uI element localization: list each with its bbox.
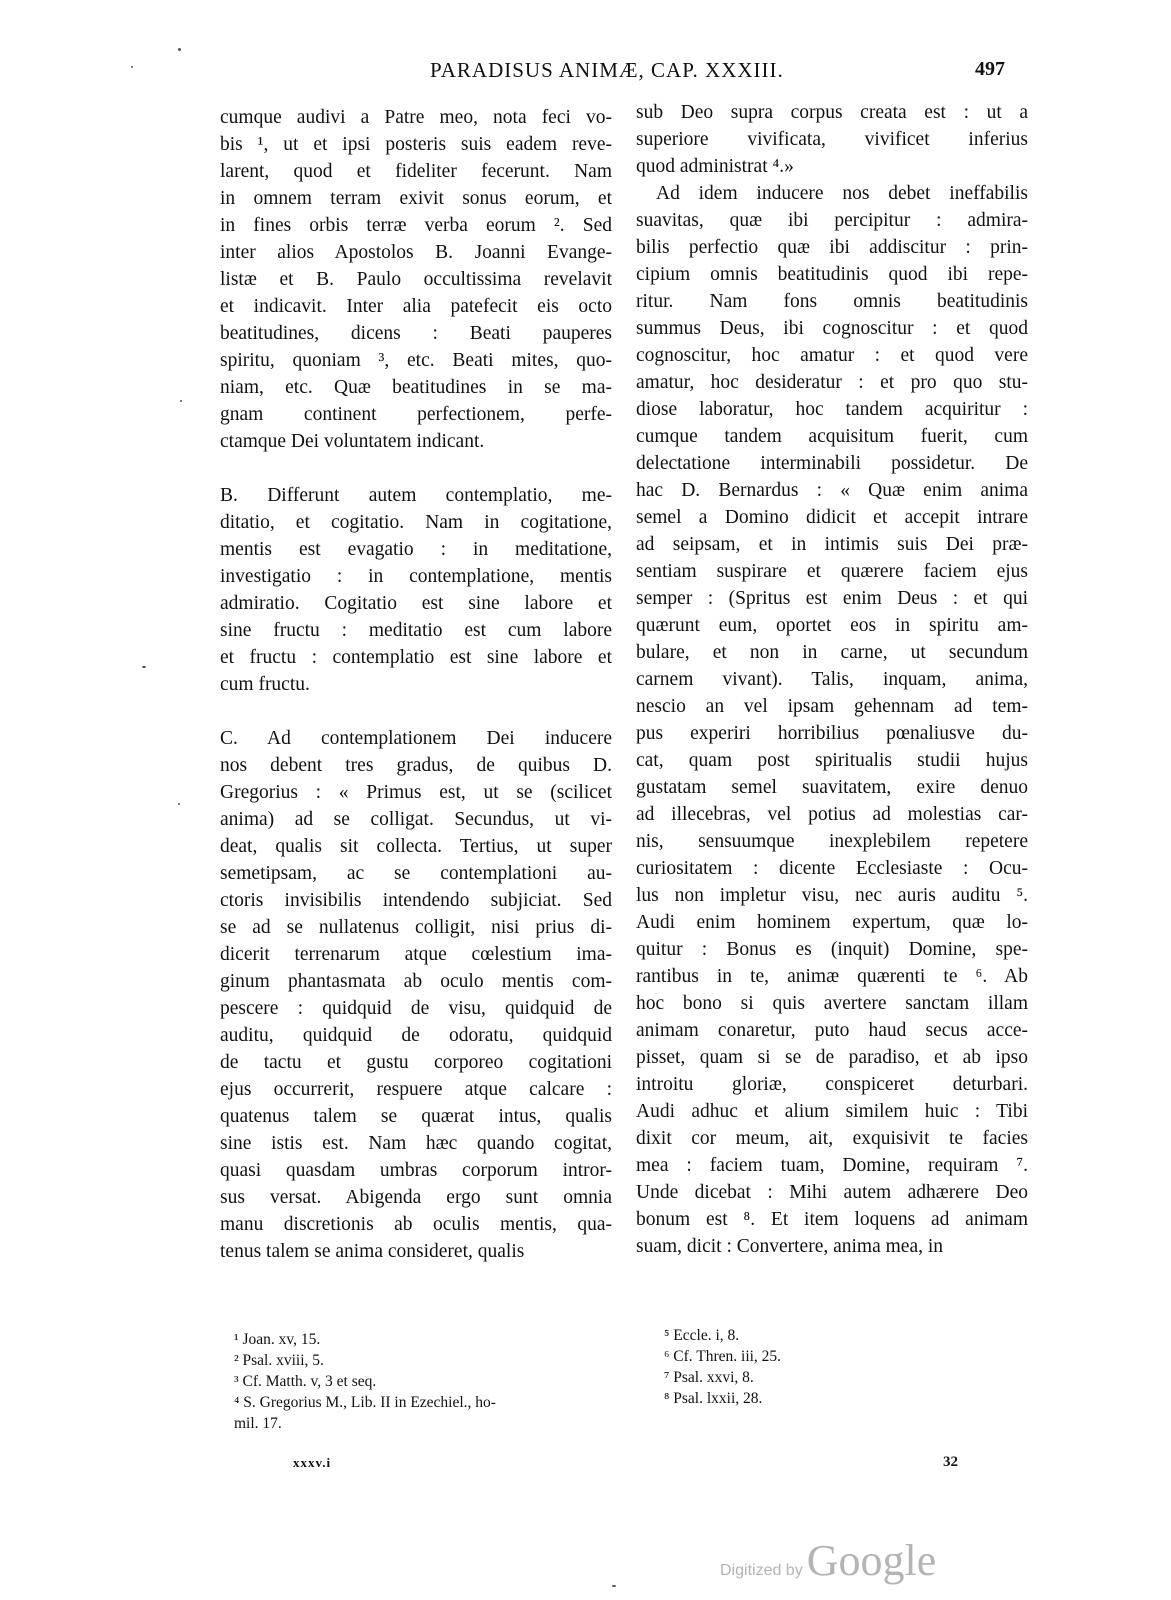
text-line: curiositatem : dicente Ecclesiaste : Ocu- — [636, 858, 1028, 879]
text-line: gnam continent perfectionem, perfe- — [220, 404, 612, 425]
text-line: cumque audivi a Patre meo, nota feci vo- — [220, 107, 612, 128]
text-line: inter alios Apostolos B. Joanni Evange- — [220, 242, 612, 263]
right-paragraph-2 — [636, 180, 1028, 1260]
signature-mark: xxxv.i — [293, 1455, 332, 1470]
text-line: anima) ad se colligat. Secundus, ut vi- — [220, 809, 612, 830]
paper-speck — [131, 66, 133, 68]
text-line: quatenus talem se quærat intus, qualis — [220, 1106, 612, 1127]
text-line: cipium omnis beatitudinis quod ibi repe- — [636, 264, 1028, 285]
text-line: ginum phantasmata ab oculo mentis com- — [220, 971, 612, 992]
text-line: ad illecebras, vel potius ad molestias car- — [636, 804, 1028, 825]
text-line: B. Differunt autem contemplatio, me- — [220, 485, 612, 506]
text-line: bonum est ⁸. Et item loquens ad animam — [636, 1209, 1028, 1230]
text-line: gustatam semel suavitatem, exire denuo — [636, 777, 1028, 798]
text-line: summus Deus, ibi cognoscitur : et quod — [636, 318, 1028, 339]
text-line: nescio an vel ipsam gehennam ad tem- — [636, 696, 1028, 717]
text-line: ditatio, et cogitatio. Nam in cogitatione, — [220, 512, 612, 533]
text-line: mentis est evagatio : in meditatione, — [220, 539, 612, 560]
text-line: Unde dicebat : Mihi autem adhærere Deo — [636, 1182, 1028, 1203]
text-line: listæ et B. Paulo occultissima revelavit — [220, 269, 612, 290]
text-line: bulare, et non in carne, ut secundum — [636, 642, 1028, 663]
text-line: in omnem terram exivit sonus eorum, et — [220, 188, 612, 209]
text-line: sine fructu : meditatio est cum labore — [220, 620, 612, 641]
text-line: auditu, quidquid de odoratu, quidquid — [220, 1025, 612, 1046]
text-line: cat, quam post spiritualis studii hujus — [636, 750, 1028, 771]
text-line: diose laboratur, hoc tandem acquiritur : — [636, 399, 1028, 420]
text-line: quasi quasdam umbras corporum intror- — [220, 1160, 612, 1181]
text-line: amatur, hoc desideratur : et pro quo stu- — [636, 372, 1028, 393]
text-line: introitu gloriæ, conspiceret deturbari. — [636, 1074, 1028, 1095]
page-number: 497 — [975, 58, 1005, 80]
paper-speck — [180, 400, 182, 402]
text-line: pescere : quidquid de visu, quidquid de — [220, 998, 612, 1019]
text-line: nis, sensuumque inexplebilem repetere — [636, 831, 1028, 852]
paragraph-gap — [220, 698, 612, 725]
text-line: cum fructu. — [220, 674, 310, 695]
digitized-watermark — [720, 1535, 936, 1586]
watermark-prefix: Digitized by — [720, 1562, 803, 1579]
left-paragraph-1 — [220, 104, 612, 455]
footnotes-left — [234, 1329, 624, 1434]
text-line: carnem vivant). Talis, inquam, anima, — [636, 669, 1028, 690]
paper-speck — [178, 48, 181, 51]
text-line: quod administrat ⁴.» — [636, 156, 794, 177]
text-line: semetipsam, ac se contemplationi au- — [220, 863, 612, 884]
text-line: dicerit terrenarum atque cœlestium ima- — [220, 944, 612, 965]
text-line: in fines orbis terræ verba eorum ². Sed — [220, 215, 612, 236]
text-line: quitur : Bonus es (inquit) Domine, spe- — [636, 939, 1028, 960]
text-line: sub Deo supra corpus creata est : ut a — [636, 102, 1028, 123]
text-line: deat, qualis sit collecta. Tertius, ut super — [220, 836, 612, 857]
text-line: sus versat. Abigenda ergo sunt omnia — [220, 1187, 612, 1208]
text-line: ejus occurrerit, respuere atque calcare : — [220, 1079, 612, 1100]
text-line: ad seipsam, et in intimis suis Dei præ- — [636, 534, 1028, 555]
footnote-7: ⁷ Psal. xxvi, 8. — [664, 1369, 754, 1386]
text-line: larent, quod et fideliter fecerunt. Nam — [220, 161, 612, 182]
paper-speck — [612, 1585, 616, 1587]
text-line: semel a Domino didicit et accepit intrare — [636, 507, 1028, 528]
running-title: PARADISUS ANIMÆ, CAP. XXXIII. — [430, 58, 784, 82]
left-paragraph-2 — [220, 482, 612, 698]
text-line: beatitudines, dicens : Beati pauperes — [220, 323, 612, 344]
text-line: Audi enim hominem expertum, quæ lo- — [636, 912, 1028, 933]
text-line: hoc bono si quis avertere sanctam illam — [636, 993, 1028, 1014]
text-line: manu discretionis ab oculis mentis, qua- — [220, 1214, 612, 1235]
text-line: tenus talem se anima consideret, qualis — [220, 1241, 525, 1262]
text-line: lus non impletur visu, nec auris auditu ⁵. — [636, 885, 1028, 906]
text-line: ctamque Dei voluntatem indicant. — [220, 431, 485, 452]
footnote-8: ⁸ Psal. lxxii, 28. — [664, 1390, 763, 1407]
text-line: se ad se nullatenus colligit, nisi prius di- — [220, 917, 612, 938]
text-line: sentiam suspirare et quærere faciem ejus — [636, 561, 1028, 582]
left-column — [220, 104, 612, 1265]
text-line: bis ¹, ut et ipsi posteris suis eadem reve- — [220, 134, 612, 155]
text-line: pus experiri horribilius pœnaliusve du- — [636, 723, 1028, 744]
text-line: pisset, quam si se de paradiso, et ab ipso — [636, 1047, 1028, 1068]
text-line: sine istis est. Nam hæc quando cogitat, — [220, 1133, 612, 1154]
text-line: suavitas, quæ ibi percipitur : admira- — [636, 210, 1028, 231]
text-line: ritur. Nam fons omnis beatitudinis — [636, 291, 1028, 312]
text-line: et fructu : contemplatio est sine labore et — [220, 647, 612, 668]
text-line: ctoris invisibilis intendendo subjiciat. Sed — [220, 890, 612, 911]
text-line: de tactu et gustu corporeo cogitationi — [220, 1052, 612, 1073]
footnote-4-continued: mil. 17. — [234, 1415, 282, 1432]
paragraph-gap — [220, 455, 612, 482]
text-line: admiratio. Cogitatio est sine labore et — [220, 593, 612, 614]
footnote-4: ⁴ S. Gregorius M., Lib. II in Ezechiel., ho- — [234, 1394, 496, 1411]
paper-speck — [142, 666, 146, 668]
text-line: Audi adhuc et alium similem huic : Tibi — [636, 1101, 1028, 1122]
right-paragraph-1 — [636, 99, 1028, 180]
text-line: niam, etc. Quæ beatitudines in se ma- — [220, 377, 612, 398]
text-line: quærunt eum, oportet eos in spiritu am- — [636, 615, 1028, 636]
sheet-number: 32 — [943, 1454, 958, 1470]
footnotes-right — [664, 1325, 1004, 1409]
text-line: dixit cor meum, ait, exquisivit te facies — [636, 1128, 1028, 1149]
left-paragraph-3 — [220, 725, 612, 1265]
text-line: cumque tandem acquisitum fuerit, cum — [636, 426, 1028, 447]
text-line: hac D. Bernardus : « Quæ enim anima — [636, 480, 1028, 501]
footnote-3: ³ Cf. Matth. v, 3 et seq. — [234, 1373, 377, 1390]
text-line: Gregorius : « Primus est, ut se (scilicet — [220, 782, 612, 803]
right-column — [636, 99, 1028, 1260]
text-line: bilis perfectio quæ ibi addiscitur : prin- — [636, 237, 1028, 258]
google-logo: Google — [806, 1536, 937, 1585]
text-line: investigatio : in contemplatione, mentis — [220, 566, 612, 587]
text-line: animam conaretur, puto haud secus acce- — [636, 1020, 1028, 1041]
text-line: superiore vivificata, vivificet inferius — [636, 129, 1028, 150]
text-line: Ad idem inducere nos debet ineffabilis — [656, 183, 1028, 204]
text-line: C. Ad contemplationem Dei inducere — [220, 728, 612, 749]
text-line: suam, dicit : Convertere, anima mea, in — [636, 1236, 944, 1257]
text-line: spiritu, quoniam ³, etc. Beati mites, quo- — [220, 350, 612, 371]
footnote-5: ⁵ Eccle. i, 8. — [664, 1327, 740, 1344]
footnote-6: ⁶ Cf. Thren. iii, 25. — [664, 1348, 782, 1365]
paper-speck — [178, 803, 180, 805]
text-line: semper : (Spritus est enim Deus : et qui — [636, 588, 1028, 609]
text-line: cognoscitur, hoc amatur : et quod vere — [636, 345, 1028, 366]
footnote-2: ² Psal. xviii, 5. — [234, 1352, 324, 1369]
text-line: rantibus in te, animæ quærenti te ⁶. Ab — [636, 966, 1028, 987]
text-line: nos debent tres gradus, de quibus D. — [220, 755, 612, 776]
text-line: mea : faciem tuam, Domine, requiram ⁷. — [636, 1155, 1028, 1176]
text-line: et indicavit. Inter alia patefecit eis octo — [220, 296, 612, 317]
text-line: delectatione interminabili possidetur. De — [636, 453, 1028, 474]
footnote-1: ¹ Joan. xv, 15. — [234, 1331, 321, 1348]
